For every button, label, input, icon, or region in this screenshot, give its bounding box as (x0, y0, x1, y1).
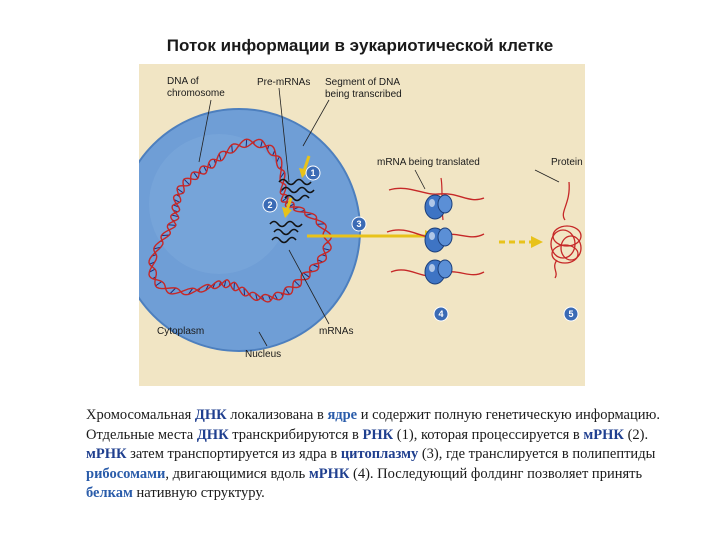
page-title: Поток информации в эукариотической клетке (166, 36, 554, 55)
step-marker-3 (352, 217, 366, 231)
diagram-canvas (139, 64, 585, 386)
label-dna-of-chromosome: DNA of (167, 76, 199, 87)
label-dna-of-chromosome: chromosome (167, 88, 225, 99)
step-marker-4 (434, 307, 448, 321)
caption-term-ribosomes: рибосомами (86, 465, 166, 482)
svg-text:3: 3 (356, 219, 362, 229)
label-mrnas: mRNAs (319, 326, 354, 337)
caption-text: (2). (623, 426, 649, 443)
caption-text: (1), которая процессируется в (393, 426, 584, 443)
caption-term-rna: РНК (362, 426, 394, 443)
dna-base-pair (232, 145, 233, 153)
svg-text:4: 4 (438, 309, 444, 319)
caption-term-dna: ДНК (194, 407, 227, 423)
caption-text: (3), где транслируется в полипептиды (418, 446, 656, 462)
gene-expression-figure (139, 64, 585, 386)
label-nucleus: Nucleus (245, 349, 282, 360)
step-marker-2 (263, 198, 277, 212)
label-mrna-being-translated: mRNA being translated (377, 157, 480, 168)
caption-term-cytoplasm: цитоплазму (340, 446, 419, 462)
label-protein: Protein (551, 157, 583, 168)
caption-text: Хромосомальная (86, 407, 195, 423)
dna-base-pair (168, 225, 176, 226)
label-pre-mrnas: Pre-mRNAs (257, 77, 311, 88)
step-marker-1 (306, 166, 320, 180)
svg-text:1: 1 (310, 168, 316, 178)
caption-text: , двигающимися вдоль (165, 465, 309, 482)
caption-term-proteins: белкам (86, 485, 133, 501)
caption-text: нативную структуру. (132, 485, 265, 501)
caption-text: затем транспортируется из ядра в (126, 446, 341, 462)
dna-base-pair (317, 224, 325, 225)
label-segment-of-dna: being transcribed (325, 89, 402, 100)
step-marker-5 (564, 307, 578, 321)
caption-term-dna: ДНК (196, 426, 229, 443)
caption-term-mrna: мРНК (308, 465, 350, 482)
caption-term-nucleus: ядре (327, 407, 358, 423)
figure-caption (86, 406, 686, 504)
label-segment-of-dna: Segment of DNA (325, 77, 401, 88)
caption-text: транскрибируются в (228, 426, 363, 443)
svg-text:5: 5 (568, 309, 574, 319)
dna-base-pair (246, 139, 247, 147)
caption-term-mrna: мРНК (86, 446, 127, 462)
caption-term-mrna: мРНК (583, 426, 624, 443)
svg-text:2: 2 (267, 200, 273, 210)
caption-text: локализована в (226, 407, 328, 423)
caption-text: (4). Последующий фолдинг позволяет принять (349, 465, 643, 482)
caption-text: и содержит полную генетическую информацию. Отдельные места (86, 407, 660, 443)
label-cytoplasm: Cytoplasm (157, 326, 205, 337)
dna-base-pair (234, 282, 235, 290)
